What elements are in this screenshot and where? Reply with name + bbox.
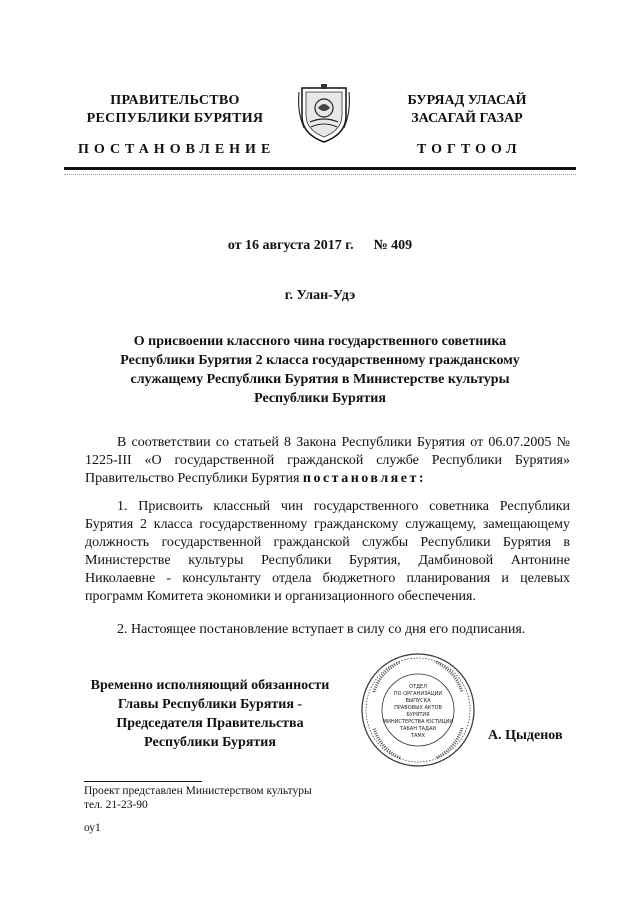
title-line: Республики Бурятия 2 класса государственному гражданскому xyxy=(120,353,520,368)
preamble-paragraph xyxy=(85,434,570,488)
document-code: оу1 xyxy=(84,822,101,834)
document-type-russian: ПОСТАНОВЛЕНИЕ xyxy=(78,142,276,157)
item-2-paragraph xyxy=(85,621,570,639)
document-title xyxy=(95,332,545,408)
item-2-text: 2. Настоящее постановление вступает в силу со дня его подписания. xyxy=(117,622,526,637)
footnote xyxy=(84,784,312,812)
title-line: служащему Республики Бурятия в Министерстве культуры xyxy=(130,372,510,387)
signatory-title-line: Главы Республики Бурятия - xyxy=(117,697,303,712)
signatory-title xyxy=(70,676,350,752)
stamp-text: БУРЯТИЯ xyxy=(406,712,430,718)
stamp-text: ТАМХ xyxy=(410,733,426,739)
item-1-text: 1. Присвоить классный чин государственного советника Республики Бурятия 2 класса государственному гражданскому служащему, замещающему должность государственной гражданской службы Республики Бурятия в Министерстве культуры Республики Бурятия, Дамбиновой Антонине Николаевне - консультанту отдела бюджетного планирования и целевых программ Комитета экономики и организационного обеспечения. xyxy=(85,499,570,604)
signatory-title-line: Временно исполняющий обязанности xyxy=(90,678,330,693)
document-city: г. Улан-Удэ xyxy=(284,288,356,303)
government-name-line1: ПРАВИТЕЛЬСТВО xyxy=(110,93,240,108)
resolves-word: постановляет: xyxy=(302,471,426,486)
signatory-title-line: Председателя Правительства xyxy=(116,716,304,731)
government-name-buryat-line1: БУРЯАД УЛАСАЙ xyxy=(407,93,527,108)
government-name-buryat xyxy=(372,92,562,128)
document-type-buryat: ТОГТООЛ xyxy=(417,142,522,157)
stamp-text: ОТДЕЛ xyxy=(409,684,427,690)
item-1-paragraph xyxy=(85,498,570,606)
coat-of-arms-emblem xyxy=(296,82,352,144)
official-stamp xyxy=(360,652,476,768)
signatory-name: А. Цыденов xyxy=(488,728,563,743)
document-date: от 16 августа 2017 г. xyxy=(227,238,354,253)
footnote-divider xyxy=(84,781,202,782)
government-name-buryat-line2: ЗАСАГАЙ ГАЗАР xyxy=(411,111,523,126)
stamp-text: МИНИСТЕРСТВА ЮСТИЦИИ xyxy=(382,719,454,725)
stamp-text: ПРАВОВЫХ АКТОВ xyxy=(394,705,442,711)
stamp-text: ВЫПУСКА xyxy=(405,698,431,704)
header-dotted-divider xyxy=(64,174,576,175)
preamble-text: В соответствии со статьей 8 Закона Республики Бурятия от 06.07.2005 № 1225-III «О государственной гражданской службе Республики Бурятия» Правительство Республики Бурятия xyxy=(85,435,570,486)
title-line: О присвоении классного чина государственного советника xyxy=(133,334,507,349)
footnote-phone: тел. 21-23-90 xyxy=(84,799,148,811)
document-number: № 409 xyxy=(373,238,413,253)
government-name-line2: РЕСПУБЛИКИ БУРЯТИЯ xyxy=(86,111,264,126)
header-divider xyxy=(64,167,576,170)
footnote-prepared-by: Проект представлен Министерством культуры xyxy=(84,785,312,797)
signatory-title-line: Республики Бурятия xyxy=(144,735,276,750)
title-line: Республики Бурятия xyxy=(254,391,386,406)
stamp-text: ПО ОРГАНИЗАЦИИ xyxy=(393,691,443,697)
stamp-text: ТАБАН ТАДАИ xyxy=(399,726,437,732)
government-name-russian xyxy=(60,92,290,128)
date-number-line xyxy=(0,238,640,254)
